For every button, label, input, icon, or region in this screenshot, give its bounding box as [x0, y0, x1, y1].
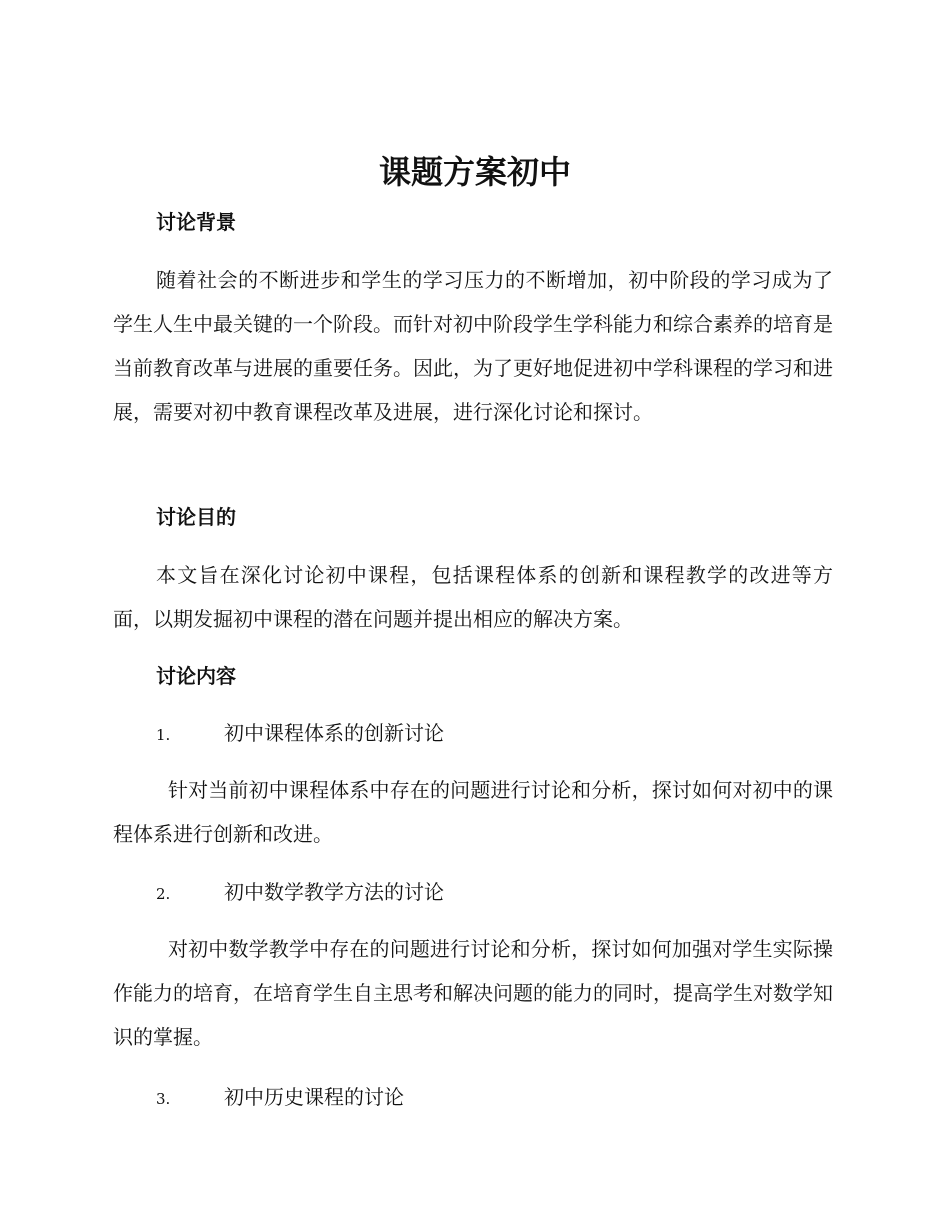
list-item-title: 初中课程体系的创新讨论 [224, 721, 444, 745]
list-number: 2. [156, 885, 171, 903]
list-item-2 [156, 878, 444, 908]
document-title: 课题方案初中 [378, 153, 571, 191]
section-heading-purpose: 讨论目的 [156, 505, 236, 529]
list-item-3 [156, 1083, 404, 1113]
list-item-1 [156, 719, 444, 749]
section-heading-content: 讨论内容 [156, 664, 236, 688]
item-1-paragraph: 针对当前初中课程体系中存在的问题进行讨论和分析，探讨如何对初中的课程体系进行创新和改进。 [113, 778, 833, 846]
background-paragraph: 随着社会的不断进步和学生的学习压力的不断增加，初中阶段的学习成为了学生人生中最关键的一个阶段。而针对初中阶段学生学科能力和综合素养的培育是当前教育改革与进展的重要任务。因此，为了更好地促进初中学科课程的学习和进展，需要对初中教育课程改革及进展，进行深化讨论和探讨。 [113, 268, 833, 424]
list-number: 3. [156, 1090, 171, 1108]
purpose-paragraph: 本文旨在深化讨论初中课程，包括课程体系的创新和课程教学的改进等方面，以期发掘初中课程的潜在问题并提出相应的解决方案。 [113, 563, 833, 631]
list-item-title: 初中历史课程的讨论 [224, 1085, 404, 1109]
section-heading-background: 讨论背景 [156, 210, 236, 234]
list-number: 1. [156, 726, 171, 744]
list-item-title: 初中数学教学方法的讨论 [224, 880, 444, 904]
item-2-paragraph: 对初中数学教学中存在的问题进行讨论和分析，探讨如何加强对学生实际操作能力的培育，在培育学生自主思考和解决问题的能力的同时，提高学生对数学知识的掌握。 [113, 937, 833, 1049]
